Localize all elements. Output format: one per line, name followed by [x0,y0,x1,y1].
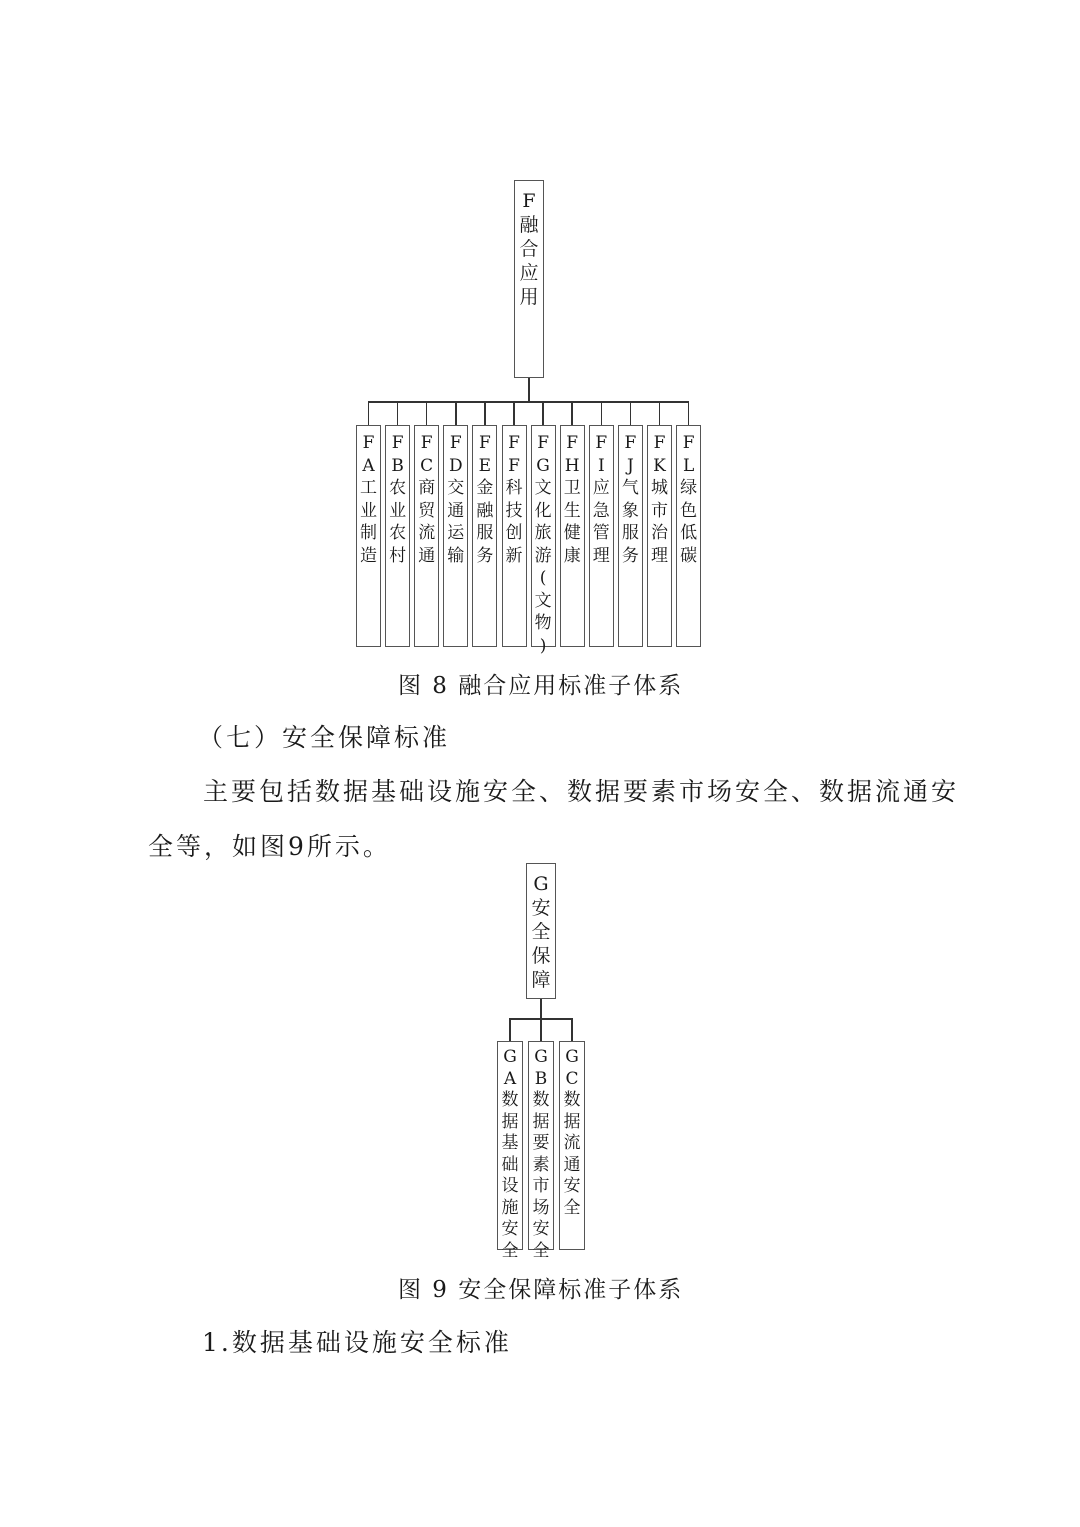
fig8-child-box: F K 城 市 治 理 [647,425,672,647]
fig8-child-connector [397,401,399,425]
fig9-child-box: G C 数 据 流 通 安 全 [559,1041,585,1250]
fig9-child-box: G A 数 据 基 础 设 施 安 全 [497,1041,523,1250]
fig8-child-box: F B 农 业 农 村 [385,425,410,647]
fig8-child-box: F H 卫 生 健 康 [560,425,585,647]
fig8-child-connector [368,401,370,425]
fig8-horizontal-connector [368,401,689,403]
fig8-child-box: F E 金 融 服 务 [472,425,497,647]
fig8-child-box: F A 工 业 制 造 [356,425,381,647]
fig8-child-box: F J 气 象 服 务 [618,425,643,647]
figure-8-caption: 图 8 融合应用标准子体系 [398,673,684,699]
section-7-heading: （七）安全保障标准 [198,723,451,752]
fig8-child-box: F C 商 贸 流 通 [414,425,439,647]
fig8-child-connector [513,401,515,425]
fig8-child-box: F I 应 急 管 理 [589,425,614,647]
fig9-child-box: G B 数 据 要 素 市 场 安 全 [528,1041,554,1250]
section-7-paragraph-line-2: 全等，如图9所示。 [148,832,391,861]
fig8-child-box: F L 绿 色 低 碳 [676,425,701,647]
fig8-child-connector [542,401,544,425]
fig9-child-connector [509,1018,511,1041]
fig8-child-connector [630,401,632,425]
fig8-root-connector [528,378,530,402]
figure-9-caption: 图 9 安全保障标准子体系 [398,1277,684,1303]
fig8-root-box: F 融 合 应 用 [514,180,544,378]
fig8-child-box: F G 文 化 旅 游 ( 文 物 ) [531,425,556,647]
fig8-child-connector [571,401,573,425]
fig8-child-connector [688,401,690,425]
fig9-child-connector [540,1018,542,1041]
fig8-child-connector [659,401,661,425]
fig8-child-connector [484,401,486,425]
subheading-1: 1.数据基础设施安全标准 [202,1328,512,1357]
fig9-child-connector [571,1018,573,1041]
section-7-paragraph-line-1: 主要包括数据基础设施安全、数据要素市场安全、数据流通安 [203,777,960,806]
fig8-child-connector [455,401,457,425]
fig8-child-connector [601,401,603,425]
fig9-root-connector [540,999,542,1019]
fig8-child-box: F D 交 通 运 输 [443,425,468,647]
fig8-child-box: F F 科 技 创 新 [502,425,527,647]
fig9-root-box: G 安 全 保 障 [526,863,556,999]
fig8-child-connector [426,401,428,425]
